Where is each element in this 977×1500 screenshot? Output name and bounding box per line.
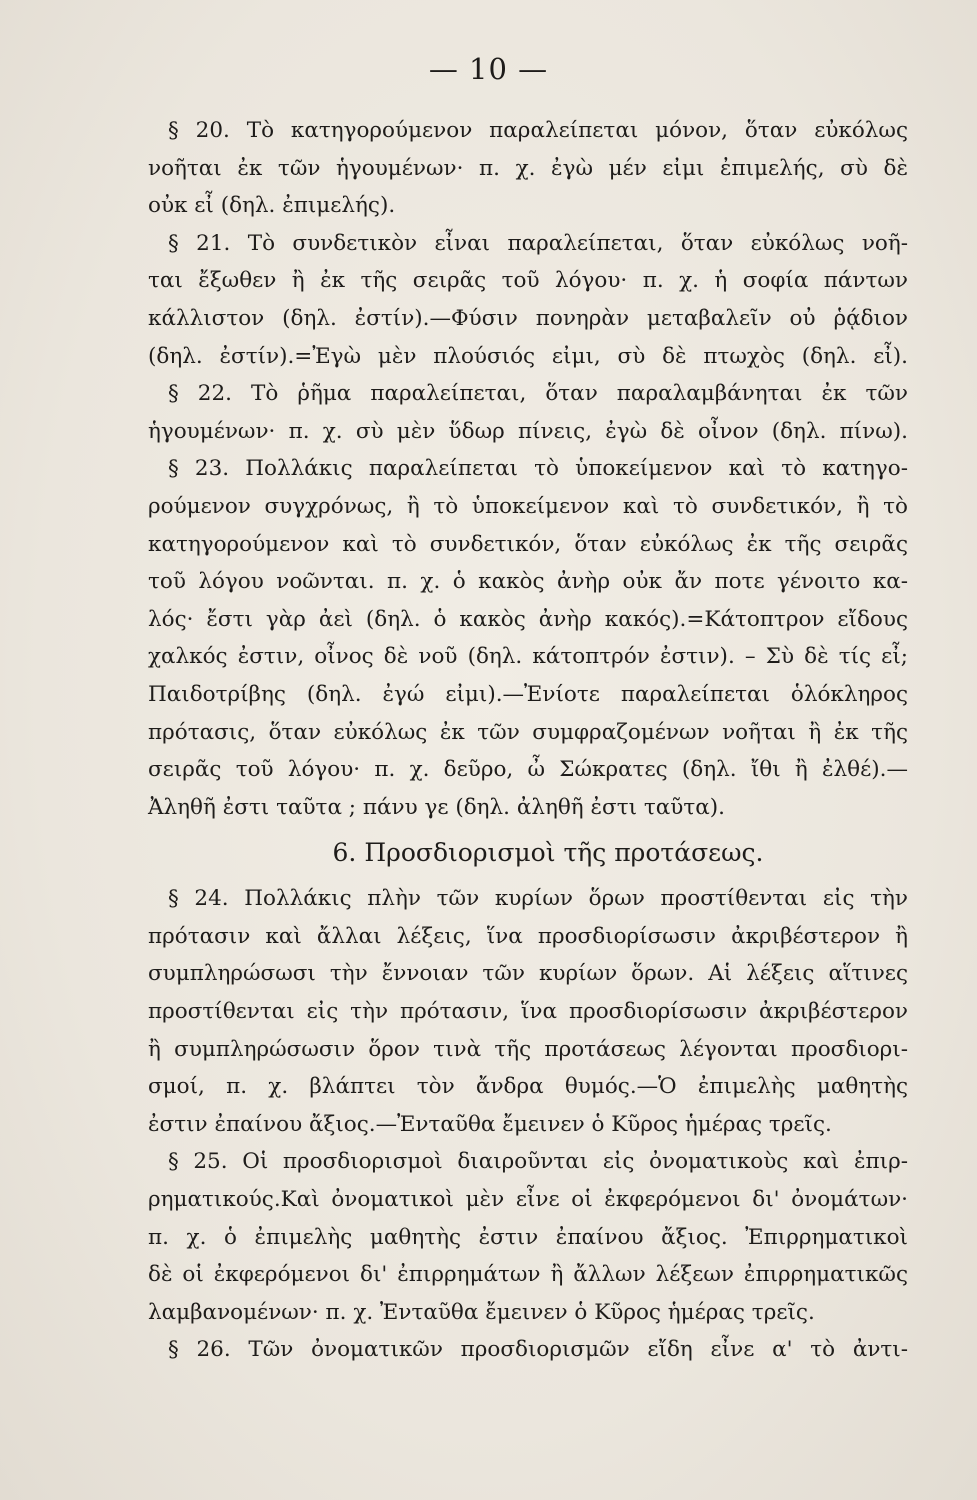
text-line: σμοί, π. χ. βλάπτει τὸν ἄνδρα θυμός.—Ὁ ἐπιμελὴς μαθητὴς [148, 1074, 908, 1100]
text-line: λός· ἔστι γὰρ ἀεὶ (δηλ. ὁ κακὸς ἀνὴρ κακός).=Κάτοπτρον εἴδους [148, 606, 908, 632]
text-line: τοῦ λόγου νοῶνται. π. χ. ὁ κακὸς ἀνὴρ οὐκ ἄν ποτε γένοιτο κα- [148, 569, 908, 595]
text-line: ἡγουμένων· π. χ. σὺ μὲν ὕδωρ πίνεις, ἐγὼ δὲ οἶνον (δηλ. πίνω). [148, 418, 908, 444]
text-line: κάλλιστον (δηλ. ἐστίν).—Φύσιν πονηρὰν μεταβαλεῖν οὐ ῥᾴδιον [148, 305, 908, 331]
text-line: προστίθενται εἰς τὴν πρότασιν, ἵνα προσδιορίσωσιν ἀκριβέστερον [148, 999, 908, 1025]
text-line: § 24. Πολλάκις πλὴν τῶν κυρίων ὅρων προστίθενται εἰς τὴν [168, 886, 908, 912]
text-line: Παιδοτρίβης (δηλ. ἐγώ εἰμι).—Ἐνίοτε παραλείπεται ὁλόκληρος [148, 681, 908, 707]
text-line: συμπληρώσωσι τὴν ἔννοιαν τῶν κυρίων ὅρων. Αἱ λέξεις αἵτινες [148, 961, 908, 987]
text-line: σειρᾶς τοῦ λόγου· π. χ. δεῦρο, ὦ Σώκρατες (δηλ. ἴθι ἢ ἐλθέ).— [148, 757, 908, 783]
text-line: χαλκός ἐστιν, οἶνος δὲ νοῦ (δηλ. κάτοπτρόν ἐστιν). – Σὺ δὲ τίς εἶ; [148, 644, 908, 670]
text-line: κατηγορούμενον καὶ τὸ συνδετικόν, ὅταν εὐκόλως ἐκ τῆς σειρᾶς [148, 531, 908, 557]
text-line: (δηλ. ἐστίν).=Ἐγὼ μὲν πλούσιός εἰμι, σὺ δὲ πτωχὸς (δηλ. εἶ). [148, 343, 908, 369]
text-line: ἐστιν ἐπαίνου ἄξιος.—Ἐνταῦθα ἔμεινεν ὁ Κῦρος ἡμέρας τρεῖς. [148, 1111, 832, 1137]
text-line: ρηματικούς.Καὶ ὀνοματικοὶ μὲν εἶνε οἱ ἐκφερόμενοι δι' ὀνομάτων· [148, 1187, 908, 1213]
text-line: § 20. Τὸ κατηγορούμενον παραλείπεται μόνον, ὅταν εὐκόλως [168, 118, 908, 143]
text-line: λαμβανομένων· π. χ. Ἐνταῦθα ἔμεινεν ὁ Κῦρος ἡμέρας τρεῖς. [148, 1299, 815, 1325]
section-heading: 6. Προσδιορισμοὶ τῆς προτάσεως. [332, 838, 764, 868]
text-line: § 22. Τὸ ῥῆμα παραλείπεται, ὅταν παραλαμβάνηται ἐκ τῶν [168, 381, 908, 407]
text-line: § 26. Τῶν ὀνοματικῶν προσδιορισμῶν εἴδη εἶνε α' τὸ ἀντι- [168, 1337, 908, 1363]
text-line: ἢ συμπληρώσωσιν ὅρον τινὰ τῆς προτάσεως λέγονται προσδιορι- [148, 1036, 908, 1062]
text-line: πρότασιν καὶ ἄλλαι λέξεις, ἵνα προσδιορίσωσιν ἀκριβέστερον ἢ [148, 923, 908, 949]
page-number: — 10 — [428, 52, 549, 86]
text-line: § 25. Οἱ προσδιορισμοὶ διαιροῦνται εἰς ὀνοματικοὺς καὶ ἐπιρ- [168, 1149, 908, 1175]
text-line: ρούμενον συγχρόνως, ἢ τὸ ὑποκείμενον καὶ τὸ συνδετικόν, ἢ τὸ [148, 493, 908, 519]
text-line: § 23. Πολλάκις παραλείπεται τὸ ὑποκείμενον καὶ τὸ κατηγο- [168, 456, 908, 482]
text-line: π. χ. ὁ ἐπιμελὴς μαθητὴς ἐστιν ἐπαίνου ἄξιος. Ἐπιρρηματικοὶ [148, 1224, 908, 1250]
page-body [148, 112, 908, 1369]
text-line: ται ἔξωθεν ἢ ἐκ τῆς σειρᾶς τοῦ λόγου· π. χ. ἡ σοφία πάντων [148, 268, 908, 294]
text-line: δὲ οἱ ἐκφερόμενοι δι' ἐπιρρημάτων ἢ ἄλλων λέξεων ἐπιρρηματικῶς [148, 1262, 908, 1288]
text-line: οὐκ εἶ (δηλ. ἐπιμελής). [148, 193, 396, 219]
text-line: νοῆται ἐκ τῶν ἡγουμένων· π. χ. ἐγὼ μέν εἰμι ἐπιμελής, σὺ δὲ [148, 155, 908, 181]
text-line: § 21. Τὸ συνδετικὸν εἶναι παραλείπεται, ὅταν εὐκόλως νοῆ- [168, 230, 908, 256]
text-line: Ἀληθῆ ἐστι ταῦτα ; πάνυ γε (δηλ. ἀληθῆ ἐστι ταῦτα). [148, 794, 726, 820]
text-line: πρότασις, ὅταν εὐκόλως ἐκ τῶν συμφραζομένων νοῆται ἢ ἐκ τῆς [148, 719, 908, 745]
